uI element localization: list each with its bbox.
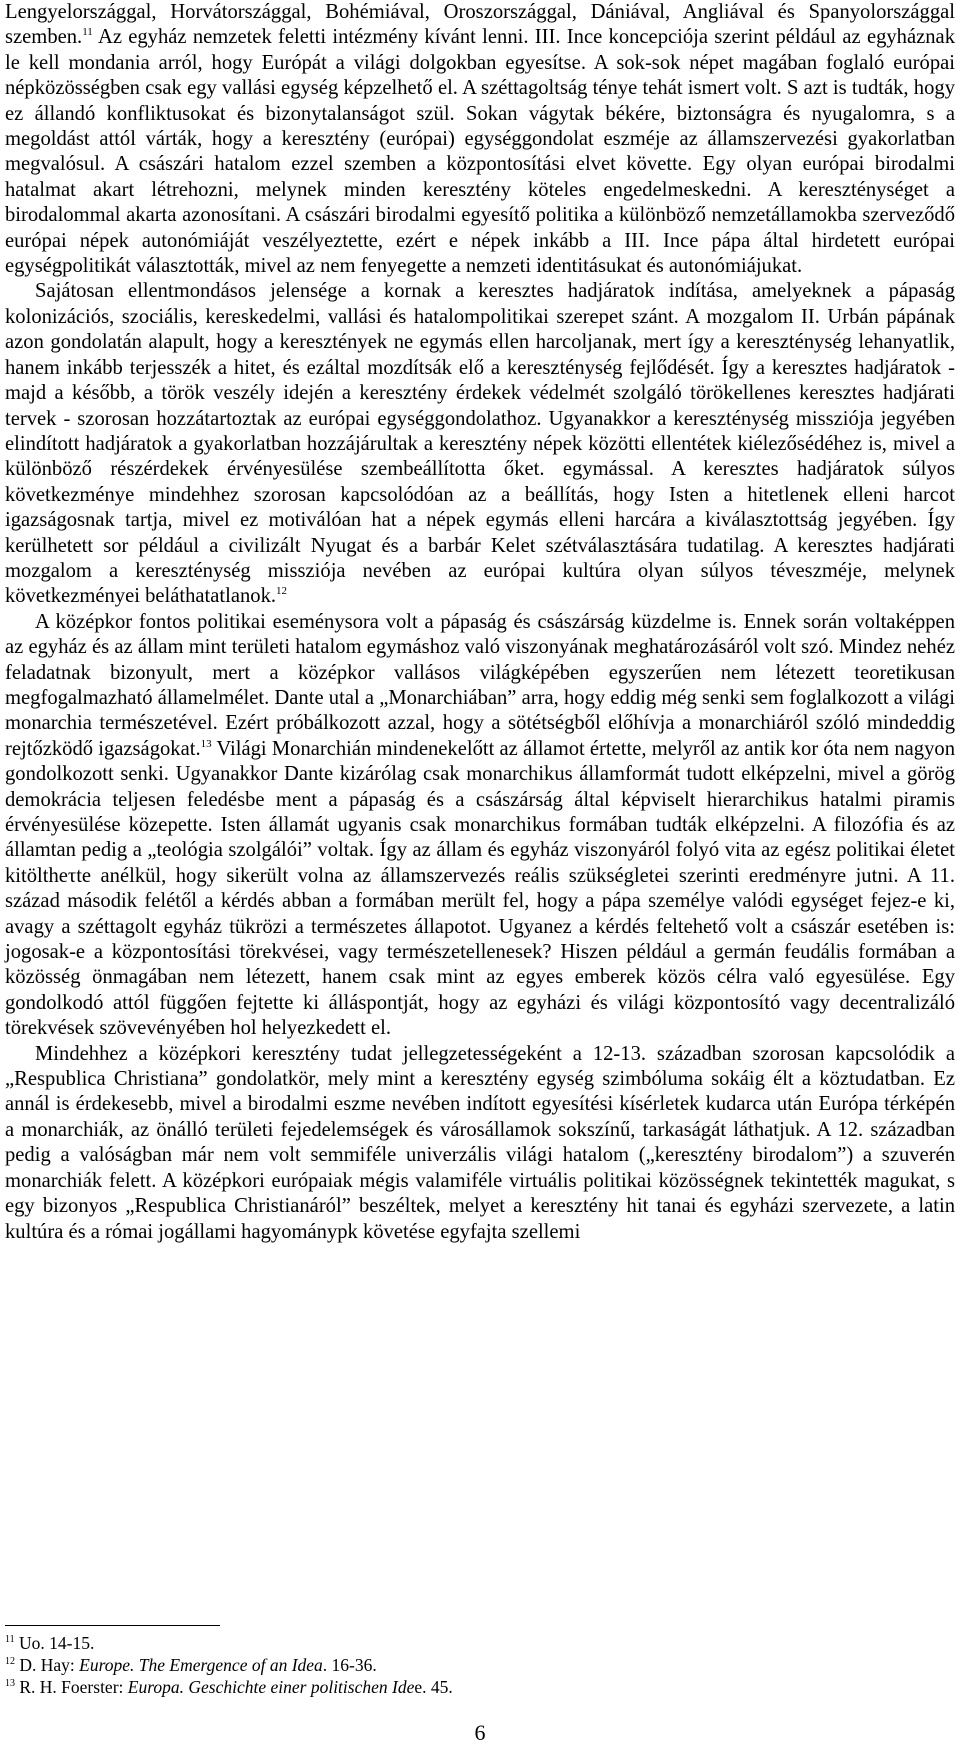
footnote-separator	[5, 1625, 220, 1626]
footnote-11	[5, 1632, 905, 1654]
footnote-text: Uo. 14-15.	[19, 1633, 95, 1653]
paragraph-1-text-b: Az egyház nemzetek feletti intézmény kívánt lenni. III. Ince koncepciója szerint például az egyháznak le kell mondania arról, hogy Európát a világi dolgokban egyesítse. A sok-sok népet magában foglaló európai népközösségben csak egy vallási egység képzelhető el. A széttagoltság ténye tehát ismert volt. S azt is tudták, hogy ez állandó konfliktusokat és bizonytalanságot szül. Sokan vágytak békére, biztonságra és nyugalomra, s a megoldást attól várták, hogy a keresztény (európai) egységgondolat eszméje az államszervezési gyakorlatban megvalósul. A császári hatalom ezzel szemben a központosítási elvet követte. Egy olyan európai birodalmi hatalmat akart létrehozni, melynek minden keresztény köteles engedelmeskedni. A kereszténységet a birodalommal akarta azonosítani. A császári birodalmi egyesítő politika a különböző nemzetállamokba szerveződő európai népek autonómiáját veszélyeztette, ezért e népek inkább a III. Ince pápa által hirdetett európai egységpolitikát választották, mivel az nem fenyegette a nemzeti identitásukat és autonómiájukat.	[5, 26, 955, 278]
paragraph-3-text-b: Világi Monarchián mindenekelőtt az államot értette, melyről az antik kor óta nem nagyon gondolkozott senki. Ugyanakkor Dante kizárólag csak monarchikus államformát tudott elképzelni, mivel a görög demokrácia teljesen feledésbe ment a pápaság és a császárság által képviselt hierarchikus hatalmi piramis érvényesülése közepette. Isten államát ugyanis csak monarchikus formában tudták elképzelni. A filozófia és az államtan pedig a „teológia szolgálói” voltak. Így az állam és egyház viszonyáról folyó vita az egész politikai életet kitöltheτte anélkül, hogy sikerült volna az államszervezés reális szükségletei szerinti eredményre jutni. A 11. század második felétől a kérdés abban a formában merült fel, hogy a pápa személye valódi egységet fejez-e ki, avagy a széttagolt egyház tükrözi a természetes állapotot. Ugyanez a kérdés feltehető volt a császár esetében is: jogosak-e a központosítási törekvései, vagy természetellenesek? Hiszen például a germán feudális formában a közösség önmagában nem létezett, hanem csak mint az egyes emberek közös célra való egyesülése. Egy gondolkodó attól függően fejtette ki álláspontját, hogy az egyházi és világi központosító vagy decentralizáló törekvések szövevényében hol helyezkedett el.	[5, 737, 955, 1040]
footnote-ref-11[interactable]: 11	[82, 26, 93, 39]
paragraph-1	[5, 0, 955, 279]
footnote-12	[5, 1654, 905, 1676]
page-number: 6	[474, 1720, 486, 1745]
footnote-title: Europe. The Emergence of an Idea	[79, 1655, 323, 1675]
footnote-number: 13	[5, 1678, 15, 1690]
footnotes	[5, 1632, 905, 1698]
footnote-ref-12[interactable]: 12	[276, 585, 288, 598]
footnote-ref-13[interactable]: 13	[200, 737, 212, 750]
paragraph-2-text: Sajátosan ellentmondásos jelensége a kornak a keresztes hadjáratok indítása, amelyeknek a pápaság kolonizációs, szociális, kereskedelmi, vallási és hatalompolitikai szerepet szánt. A mozgalom II. Urbán pápának azon gondolatán alapult, hogy a keresztények ne egymás ellen harcoljanak, mert így a kereszténység lehanyatlik, hanem inkább terjesszék a hitet, és ezáltal mozdítsák elő a kereszténység fejlődését. Így a keresztes hadjáratok - majd a később, a török veszély idején a keresztény érdekek védelmét szolgáló törökellenes keresztes hadjárati tervek - szorosan hozzátartoztak az európai egységgondolathoz. Ugyanakkor a kereszténység missziója jegyében elindított hadjáratok a gyakorlatban hozzájárultak a keresztény népek közötti ellentétek kiélezősédéhez is, mivel a különböző részérdekek érvényesülése szembeállította őket. egymással. A keresztes hadjáratok súlyos következménye mindehhez szorosan kapcsolódóan az a beállítás, hogy Isten a hitetlenek elleni harcot igazságosnak tartja, mivel ez motiválóan hat a népek egymás elleni harcára a kiválasztottság jegyében. Így kerülhetett sor például a civilizált Nyugat és a barbár Kelet szétválasztására tudatilag. A keresztes hadjárati mozgalom a kereszténység missziója nevében az európai kultúra olyan súlyos téveszméje, melynek következményei beláthatatlanok.	[5, 280, 955, 608]
footnote-pages: e. 45.	[414, 1677, 453, 1697]
paragraph-2	[5, 279, 955, 609]
paragraph-1-text-a: Lengyelországgal, Horvátországgal, Bohémiával, Oroszországgal, Dániával, Angliával és Spanyolországgal szemben.	[5, 1, 955, 49]
footnote-number: 12	[5, 1656, 15, 1668]
footnote-author: D. Hay:	[19, 1655, 80, 1675]
footnote-number: 11	[5, 1634, 15, 1646]
footnote-title: Europa. Geschichte einer politischen Ide	[127, 1677, 415, 1697]
paragraph-4	[5, 1042, 955, 1245]
footnote-13	[5, 1676, 905, 1698]
paragraph-3-text-a: A középkor fontos politikai eseménysora volt a pápaság és császárság küzdelme is. Ennek során voltaképpen az egyház és az állam mint területi hatalom egymáshoz való viszonyának meghatározásáról volt szó. Mindez nehéz feladatnak bizonyult, mert a középkor vallásos világképében egyszerűen nem létezett teoretikusan megfogalmazható államelmélet. Dante utal a „Monarchiában” arra, hogy eddig még senki sem foglalkozott a világi monarchia természetével. Ezért próbálkozott azzal, hogy a sötétségből előhívja a monarchiáról szóló mindeddig rejtőzködő igazságokat.	[5, 610, 955, 760]
paragraph-3	[5, 610, 955, 1042]
footnote-author: R. H. Foerster:	[19, 1677, 128, 1697]
document-page	[5, 0, 955, 1245]
paragraph-4-text: Mindehhez a középkori keresztény tudat jellegzetességeként a 12-13. században szorosan kapcsolódik a „Respublica Christiana” gondolatkör, mely mint a keresztény egység szimbóluma sokáig élt a köztudatban. Ez annál is érdekesebb, mivel a birodalmi eszme nevében indított egyesítési kísérletek kudarca után Európa térképén a monarchiák, az önálló területi fejedelemségek és városállamok sokszínű, tarkaságát láthatjuk. A 12. században pedig a valóságban már nem volt semmiféle univerzális világi hatalom („keresztény birodalom”) a szuverén monarchiák felett. A középkori európaiak mégis valamiféle virtuális politikai közösségnek tekintették magukat, s egy bizonyos „Respublica Christianáról” beszéltek, melyet a keresztény hit tanai és egyházi szervezete, a latin kultúra és a római jogállami hagyománypk követése egyfajta szellemi	[5, 1042, 955, 1243]
footnote-pages: . 16-36.	[322, 1655, 377, 1675]
